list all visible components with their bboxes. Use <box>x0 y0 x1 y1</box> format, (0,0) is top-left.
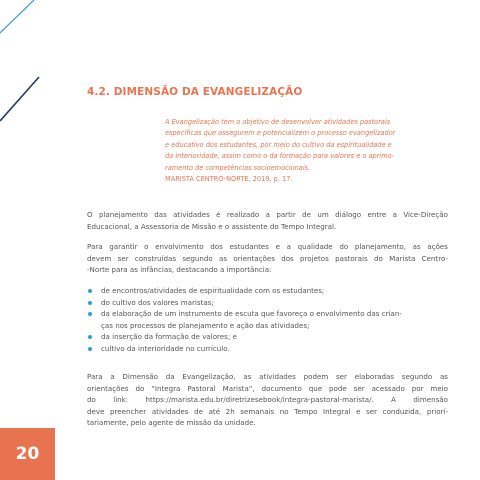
bullet-dot-icon <box>88 347 92 351</box>
bullet-dot-icon <box>88 335 92 339</box>
list-item-text: da elaboração de um instrumento de escuta que favoreça o envolvimento das crian- <box>101 309 402 319</box>
importance-list <box>87 285 448 355</box>
list-item <box>87 343 448 355</box>
quote-line: específicas que assegurem e potencializem o processo evangelizador <box>165 129 396 138</box>
list-item-text: da inserção da formação de valores; e <box>101 332 237 342</box>
quote-source: MARISTA CENTRO-NORTE, 2019, p. 17. <box>165 175 293 184</box>
list-item <box>87 297 448 309</box>
paragraph-line: O planejamento das atividades é realizado a partir de um diálogo entre a Vice-Direção <box>87 210 448 219</box>
bullet-dot-icon <box>88 312 92 316</box>
epigraph-quote <box>165 117 448 185</box>
paragraph-line: Para a Dimensão da Evangelização, as atividades podem ser elaboradas segundo as <box>87 372 448 381</box>
quote-line: A Evangelização tem o objetivo de desenvolver atividades pastorais <box>165 118 391 126</box>
paragraph-line: Para garantir o envolvimento dos estudantes e a qualidade do planejamento, as ações <box>87 242 448 251</box>
paragraph-line: tariamente, pelo agente de missão da unidade. <box>87 418 256 428</box>
paragraph-1 <box>87 209 448 232</box>
list-item <box>87 285 448 297</box>
bullet-dot-icon <box>88 289 92 293</box>
paragraph-line: Educacional, a Assessoria de Missão e o assistente do Tempo Integral. <box>87 221 337 231</box>
quote-line: da interioridade, assim como o da formação para valores e o aprimo- <box>165 152 395 161</box>
list-item-text: cultivo da interioridade no currículo. <box>101 343 230 353</box>
paragraph-2 <box>87 241 448 276</box>
navy-line <box>0 77 39 121</box>
quote-line: ramento de competências socioemocionais. <box>165 163 311 172</box>
paragraph-line: devem ser construídas segundo as orientações dos projetos pastorais do Marista Centro- <box>87 253 448 263</box>
bullet-dot-icon <box>88 301 92 305</box>
paragraph-line: orientações do “Integra Pastoral Marista”, documento que pode ser acessado por meio <box>87 383 448 393</box>
quote-line: e educativo dos estudantes, por meio do cultivo da espiritualidade e <box>165 140 392 149</box>
page-number-badge <box>0 428 55 480</box>
paragraph-line: do link: https://marista.edu.br/diretrizesebook/integra-pastoral-marista/. A dimensão <box>87 395 448 405</box>
paragraph-3 <box>87 371 448 429</box>
section-heading: 4.2. DIMENSÃO DA EVANGELIZAÇÃO <box>87 86 303 98</box>
list-item <box>87 331 448 343</box>
paragraph-line: -Norte para as infâncias, destacando a importância: <box>87 265 272 275</box>
list-item-text: ças nos processos de planejamento e ação das atividades; <box>101 320 310 330</box>
paragraph-line: deve preencher atividades de até 2h semanais no Tempo Integral e ser conduzida, priori- <box>87 406 448 416</box>
page-number: 20 <box>15 444 40 464</box>
list-item-text: de encontros/atividades de espiritualidade com os estudantes; <box>101 286 325 295</box>
teal-line <box>0 0 34 33</box>
list-item-text: do cultivo dos valores maristas; <box>101 297 214 307</box>
list-item <box>87 308 448 331</box>
